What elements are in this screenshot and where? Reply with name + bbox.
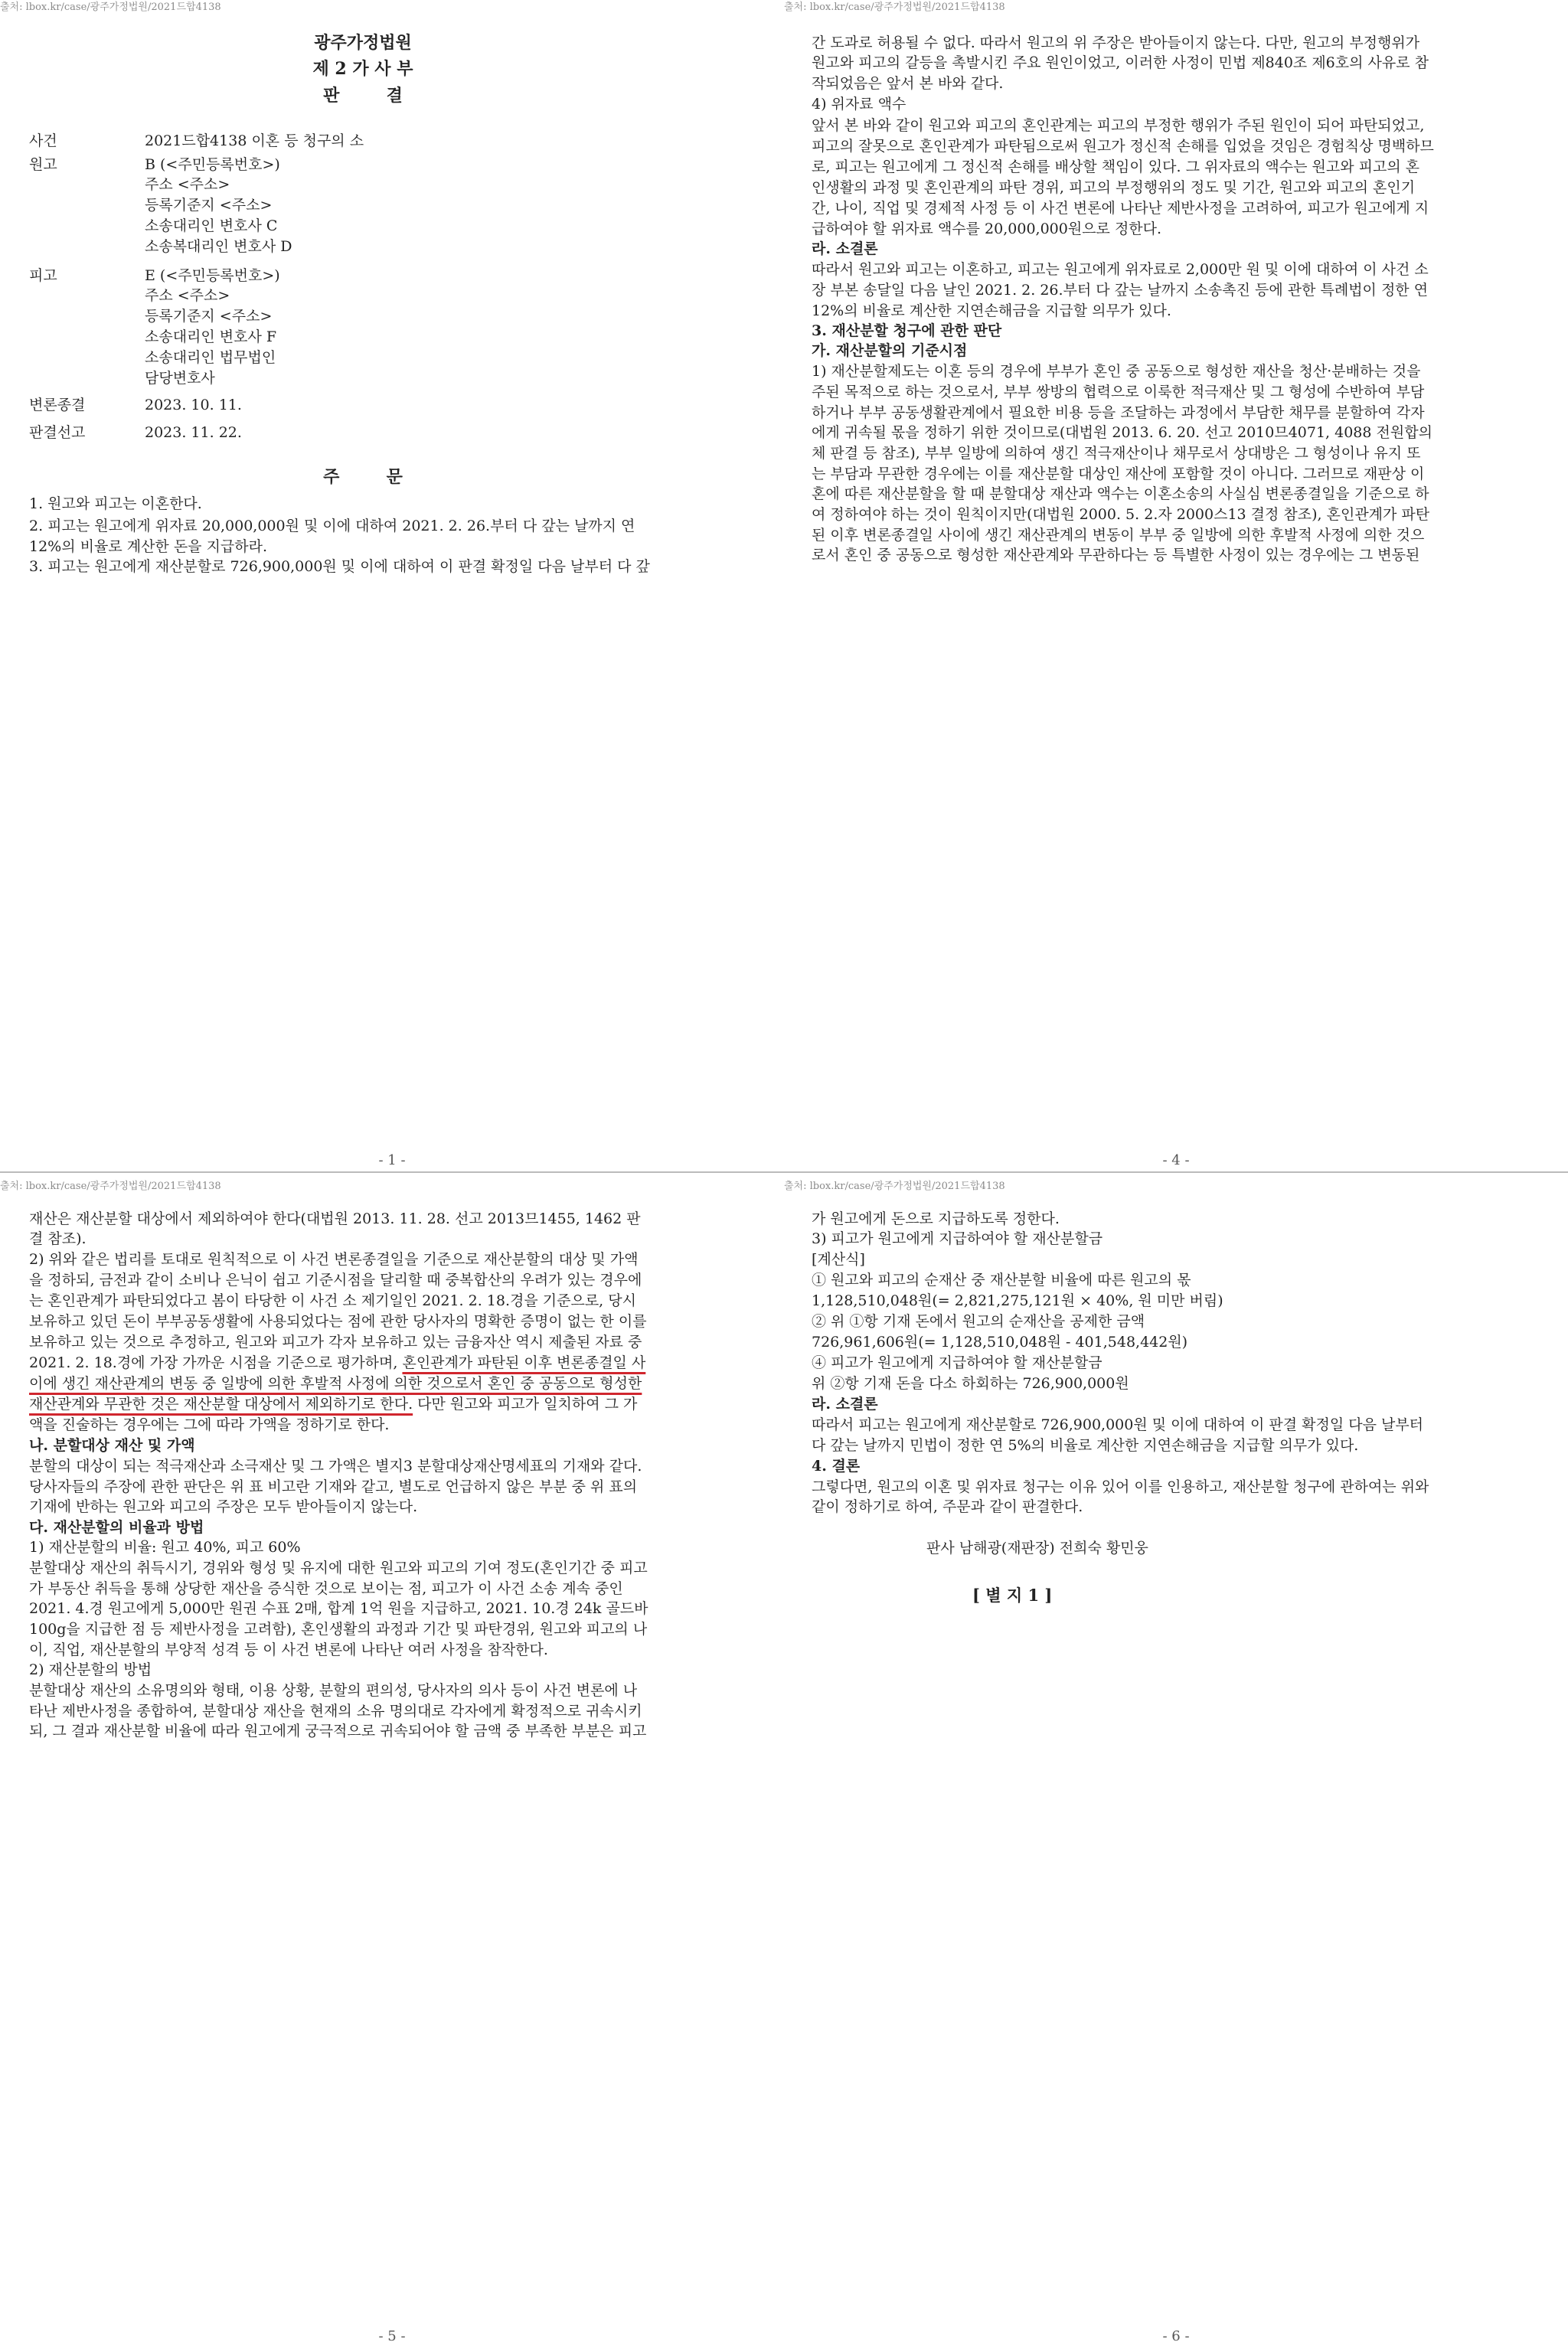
party-value: 2023. 10. 11.: [145, 397, 242, 413]
underlined-text: 재산관계와 무관한 것은 재산분할 대상에서 제외하기로 한다.: [29, 1396, 413, 1413]
body-line: 인생활의 과정 및 혼인관계의 파탄 경위, 피고의 부정행위의 정도 및 기간, 원고와 피고의 혼인기: [812, 179, 1416, 196]
body-line: 분할대상 재산의 취득시기, 경위와 형성 및 유지에 대한 원고와 피고의 기여 정도(혼인기간 중 피고: [29, 1560, 648, 1576]
body-line-head: 2021. 2. 18.경에 가장 가까운 시점을 기준으로 평가하며,: [29, 1354, 403, 1371]
body-line: 이에 생긴 재산관계의 변동 중 일방에 의한 후발적 사정에 의한 것으로서 혼인 중 공동으로 형성한: [29, 1375, 642, 1392]
party-value: 담당변호사: [145, 370, 215, 387]
source-label: 출처: lbox.kr/case/광주가정법원/2021드합4138: [784, 2, 1005, 13]
body-line: ④ 피고가 원고에게 지급하여야 할 재산분할금: [812, 1354, 1102, 1371]
body-line: 1) 재산분할의 비율: 원고 40%, 피고 60%: [29, 1539, 301, 1556]
body-line: 을 정하되, 금전과 같이 소비나 은닉이 쉽고 기준시점을 달리할 때 중복합산의 우려가 있는 경우에: [29, 1272, 642, 1289]
body-line: 2) 위와 같은 법리를 토대로 원칙적으로 이 사건 변론종결일을 기준으로 재산분할의 대상 및 가액: [29, 1251, 639, 1268]
order-line: 1. 원고와 피고는 이혼한다.: [29, 495, 202, 512]
body-line: 보유하고 있던 돈이 부부공동생활에 사용되었다는 점에 관한 당사자의 명확한 증명이 없는 한 이를: [29, 1313, 647, 1330]
body-line: 장 부본 송달일 다음 날인 2021. 2. 26.부터 다 갚는 날까지 소송촉진 등에 관한 특례법이 정한 연: [812, 282, 1429, 299]
body-line: 분할의 대상이 되는 적극재산과 소극재산 및 그 가액은 별지3 분할대상재산명세표의 기재와 같다.: [29, 1458, 642, 1475]
body-line: 위 ②항 기재 돈을 다소 하회하는 726,900,000원: [812, 1375, 1129, 1392]
body-line: 급하여야 할 위자료 액수를 20,000,000원으로 정한다.: [812, 220, 1162, 237]
body-line: 결 참조).: [29, 1230, 87, 1247]
body-line: 간 도과로 허용될 수 없다. 따라서 원고의 위 주장은 받아들이지 않는다. 다만, 원고의 부정행위가: [812, 34, 1420, 51]
body-line: 는 부담과 무관한 경우에는 이를 재산분할 대상인 재산에 포함할 것이 아니다. 그러므로 재판상 이: [812, 466, 1425, 482]
body-line: 피고의 잘못으로 혼인관계가 파탄됨으로써 원고가 정신적 손해를 입었을 것임은 경험칙상 명백하므: [812, 138, 1434, 155]
body-line: 앞서 본 바와 같이 원고와 피고의 혼인관계는 피고의 부정한 행위가 주된 원인이 되어 파탄되었고,: [812, 117, 1425, 134]
party-value: 소송복대리인 변호사 D: [145, 238, 292, 255]
body-line: 는 혼인관계가 파탄되었다고 봄이 타당한 이 사건 소 제기일인 2021. 2. 18.경을 기준으로, 당시: [29, 1292, 636, 1309]
body-line: 가 원고에게 돈으로 지급하도록 정한다.: [812, 1210, 1060, 1227]
page-number: - 6 -: [1162, 2328, 1190, 2344]
party-value: 2023. 11. 22.: [145, 424, 242, 441]
court-name: 광주가정법원: [314, 33, 412, 53]
body-line: 된 이후 변론종결일 사이에 생긴 재산관계의 변동이 부부 중 일방에 의한 후발적 사정에 의한 것으: [812, 527, 1425, 544]
body-line: 따라서 원고와 피고는 이혼하고, 피고는 원고에게 위자료로 2,000만 원 및 이에 대하여 이 사건 소: [812, 261, 1429, 278]
party-value: 소송대리인 변호사 F: [145, 328, 277, 345]
party-label: 판결선고: [29, 424, 86, 441]
party-value: 주소 <주소>: [145, 176, 230, 193]
judgment-page-1: [0, 0, 784, 1176]
division-name: 제 2 가 사 부: [312, 59, 413, 79]
body-line: 재산은 재산분할 대상에서 제외하여야 한다(대법원 2013. 11. 28. 선고 2013므1455, 1462 판: [29, 1210, 641, 1227]
page-number: - 4 -: [1162, 1152, 1190, 1168]
body-line: 라. 소결론: [812, 240, 878, 257]
judgment-page-6: [784, 1176, 1568, 2352]
order-heading: 주 문: [323, 467, 403, 487]
body-line: 되, 그 결과 재산분할 비율에 따라 원고에게 궁극적으로 귀속되어야 할 금액 중 부족한 부분은 피고: [29, 1723, 647, 1740]
body-line: 그렇다면, 원고의 이혼 및 위자료 청구는 이유 있어 이를 인용하고, 재산분할 청구에 관하여는 위와: [812, 1478, 1429, 1495]
body-line: ① 원고와 피고의 순재산 중 재산분할 비율에 따른 원고의 몫: [812, 1272, 1191, 1289]
body-line: 3) 피고가 원고에게 지급하여야 할 재산분할금: [812, 1230, 1103, 1247]
party-value: 소송대리인 법무법인: [145, 349, 276, 366]
annex-title: [ 별 지 1 ]: [972, 1586, 1053, 1605]
body-line: 로, 피고는 원고에게 그 정신적 손해를 배상할 책임이 있다. 그 위자료의 액수는 원고와 피고의 혼: [812, 158, 1420, 175]
underlined-text: 혼인관계가 파탄된 이후 변론종결일 사: [402, 1354, 646, 1371]
source-label: 출처: lbox.kr/case/광주가정법원/2021드합4138: [0, 2, 221, 13]
body-line: 혼에 따른 재산분할을 할 때 분할대상 재산과 액수는 이혼소송의 사실심 변론종결일을 기준으로 하: [812, 485, 1429, 502]
body-line: 1,128,510,048원(= 2,821,275,121원 × 40%, 원 미만 버림): [812, 1292, 1223, 1309]
body-line: 로서 혼인 중 공동으로 형성한 재산관계와 무관하다는 등 특별한 사정이 있는 경우에는 그 변동된: [812, 547, 1420, 564]
party-value: 2021드합4138 이혼 등 청구의 소: [145, 132, 364, 149]
body-line: 12%의 비율로 계산한 지연손해금을 지급할 의무가 있다.: [812, 302, 1171, 319]
page-number: - 5 -: [378, 2328, 406, 2344]
body-line: 다. 재산분할의 비율과 방법: [29, 1519, 204, 1536]
order-line: 2. 피고는 원고에게 위자료 20,000,000원 및 이에 대하여 2021. 2. 26.부터 다 갚는 날까지 연: [29, 518, 635, 534]
page-number: - 1 -: [378, 1152, 406, 1168]
body-line: ② 위 ①항 기재 돈에서 원고의 순재산을 공제한 금액: [812, 1313, 1145, 1330]
body-line: 나. 분할대상 재산 및 가액: [29, 1437, 195, 1454]
body-line: 2021. 4.경 원고에게 5,000만 원권 수표 2매, 합계 1억 원을 지급하고, 2021. 10.경 24k 골드바: [29, 1600, 648, 1617]
body-line: 가. 재산분할의 기준시점: [812, 342, 968, 359]
body-line: 이, 직업, 재산분할의 부양적 성격 등 이 사건 변론에 나타난 여러 사정을 참작한다.: [29, 1642, 548, 1658]
body-line: 당사자들의 주장에 관한 판단은 위 표 비고란 기재와 같고, 별도로 언급하지 않은 부분 중 위 표의: [29, 1478, 638, 1495]
body-line: 다 갚는 날까지 민법이 정한 연 5%의 비율로 계산한 지연손해금을 지급할 의무가 있다.: [812, 1437, 1359, 1454]
party-label: 변론종결: [29, 397, 86, 413]
body-line: [계산식]: [812, 1251, 865, 1268]
body-line: 726,961,606원(= 1,128,510,048원 - 401,548,442원): [812, 1334, 1188, 1351]
party-value: 소송대리인 변호사 C: [145, 217, 278, 234]
body-line: 4. 결론: [812, 1458, 861, 1475]
body-line: 4) 위자료 액수: [812, 96, 906, 113]
body-line: 2) 재산분할의 방법: [29, 1661, 152, 1678]
body-line-tail: 다만 원고와 피고가 일치하여 그 가: [413, 1396, 638, 1413]
judges-signature: 판사 남해광(재판장) 전희숙 황민웅: [926, 1540, 1148, 1557]
body-line: 가 부동산 취득을 통해 상당한 재산을 증식한 것으로 보이는 점, 피고가 이 사건 소송 계속 중인: [29, 1580, 623, 1597]
body-line: 3. 재산분할 청구에 관한 판단: [812, 322, 1002, 339]
source-label: 출처: lbox.kr/case/광주가정법원/2021드합4138: [0, 1181, 221, 1192]
body-line: 타난 제반사정을 종합하여, 분할대상 재산을 현재의 소유 명의대로 각자에게 확정적으로 귀속시키: [29, 1703, 642, 1720]
judgment-title: 판 결: [323, 86, 403, 106]
body-line: [29, 1395, 637, 1413]
source-label: 출처: lbox.kr/case/광주가정법원/2021드합4138: [784, 1181, 1005, 1192]
party-value: 주소 <주소>: [145, 287, 230, 304]
party-value: B (<주민등록번호>): [145, 156, 280, 173]
party-value: 등록기준지 <주소>: [145, 197, 273, 214]
judgment-page-4: [784, 0, 1568, 1176]
body-line: 1) 재산분할제도는 이혼 등의 경우에 부부가 혼인 중 공동으로 형성한 재산을 청산·분배하는 것을: [812, 363, 1421, 380]
body-line: 하거나 부부 공동생활관계에서 필요한 비용 등을 조달하는 과정에서 부담한 채무를 분할하여 각자: [812, 404, 1425, 421]
party-label: 피고: [29, 267, 57, 284]
body-line: 따라서 피고는 원고에게 재산분할로 726,900,000원 및 이에 대하여 이 판결 확정일 다음 날부터: [812, 1416, 1424, 1433]
body-line: 기재에 반하는 원고와 피고의 주장은 모두 받아들이지 않는다.: [29, 1498, 418, 1515]
body-line: 여 정하여야 하는 것이 원칙이지만(대법원 2000. 5. 2.자 2000스13 결정 참조), 혼인관계가 파탄: [812, 506, 1430, 523]
body-line: 간, 나이, 직업 및 경제적 사정 등 이 사건 변론에 나타난 제반사정을 고려하여, 피고가 원고에게 지: [812, 200, 1429, 217]
page-divider: [0, 1171, 1568, 1173]
party-value: 등록기준지 <주소>: [145, 308, 273, 325]
body-line: 에게 귀속될 몫을 정하기 위한 것이므로(대법원 2013. 6. 20. 선고 2010므4071, 4088 전원합의: [812, 424, 1432, 441]
body-line: 보유하고 있는 것으로 추정하고, 원고와 피고가 각자 보유하고 있는 금융자산 역시 제출된 자료 중: [29, 1334, 642, 1351]
party-label: 원고: [29, 156, 57, 173]
body-line: 라. 소결론: [812, 1396, 878, 1413]
body-line: 원고와 피고의 갈등을 촉발시킨 주요 원인이었고, 이러한 사정이 민법 제840조 제6호의 사유로 참: [812, 54, 1429, 71]
party-value: E (<주민등록번호>): [145, 267, 280, 284]
body-line: 주된 목적으로 하는 것으로서, 부부 쌍방의 협력으로 이룩한 적극재산 및 그 형성에 수반하여 부담: [812, 384, 1425, 400]
body-line: [29, 1354, 645, 1372]
body-line: 작되었음은 앞서 본 바와 같다.: [812, 75, 1004, 92]
body-line: 체 판결 등 참조), 부부 일방에 의하여 생긴 적극재산이나 채무로서 상대방은 그 형성이나 유지 또: [812, 445, 1421, 462]
judgment-page-5: [0, 1176, 784, 2352]
party-label: 사건: [29, 132, 57, 149]
body-line: 분할대상 재산의 소유명의와 형태, 이용 상황, 분할의 편의성, 당사자의 의사 등이 사건 변론에 나: [29, 1682, 638, 1699]
body-line: 액을 진술하는 경우에는 그에 따라 가액을 정하기로 한다.: [29, 1416, 390, 1433]
body-line: 같이 정하기로 하여, 주문과 같이 판결한다.: [812, 1498, 1083, 1515]
body-line: 100g을 지급한 점 등 제반사정을 고려함), 혼인생활의 과정과 기간 및 파탄경위, 원고와 피고의 나: [29, 1621, 648, 1638]
order-line: 3. 피고는 원고에게 재산분할로 726,900,000원 및 이에 대하여 이 판결 확정일 다음 날부터 다 갚: [29, 558, 650, 575]
order-line: 12%의 비율로 계산한 돈을 지급하라.: [29, 538, 268, 555]
